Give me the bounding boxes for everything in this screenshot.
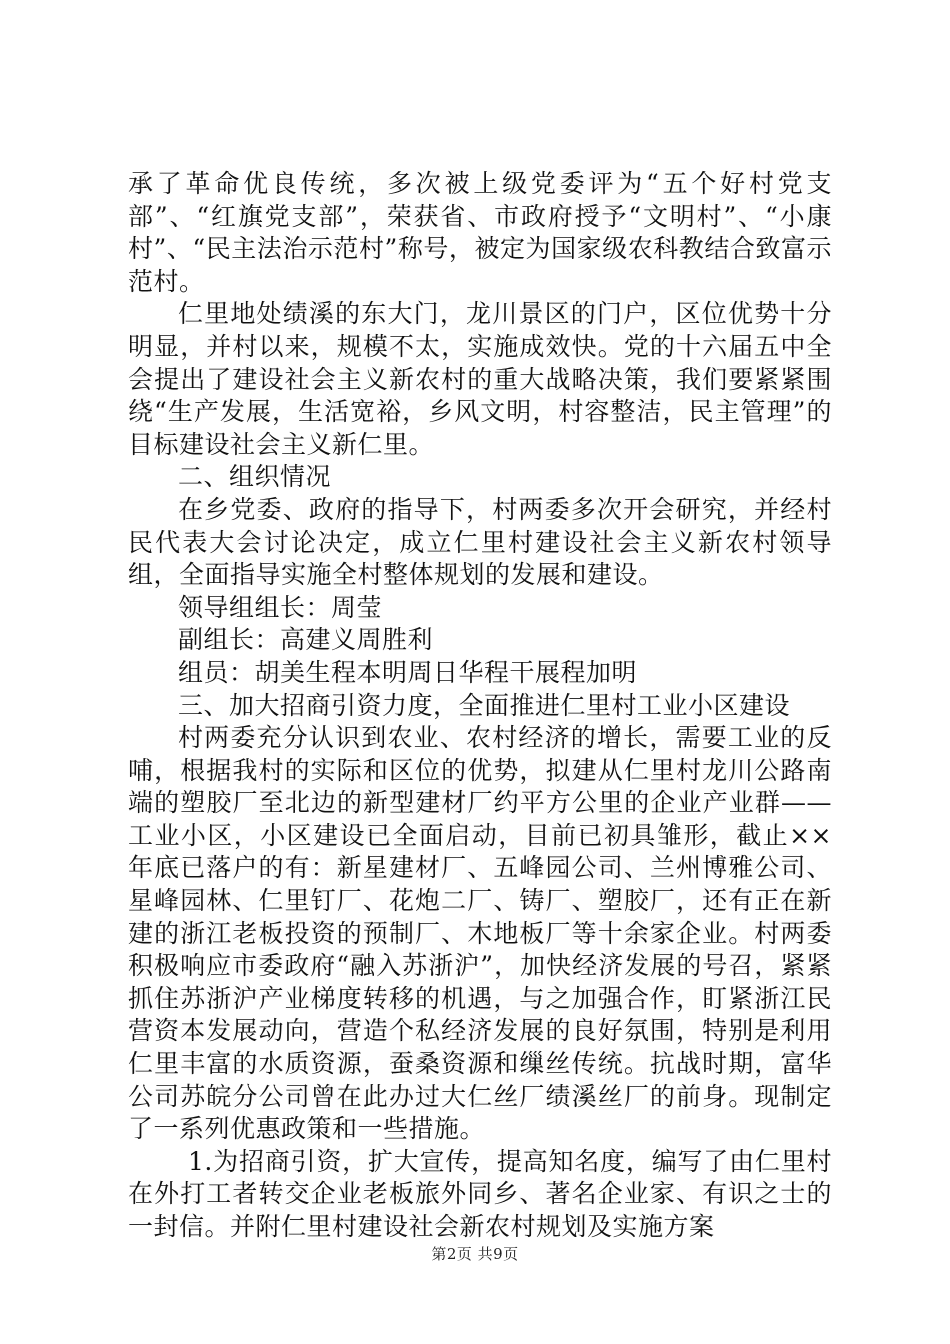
paragraph-organization: 在乡党委、政府的指导下，村两委多次开会研究，并经村民代表大会讨论决定，成立仁里村建设社会主义新农村领导组，全面指导实施全村整体规划的发展和建设。 <box>128 494 832 590</box>
section-heading-investment: 三、加大招商引资力度，全面推进仁里村工业小区建设 <box>178 690 791 720</box>
body-text <box>128 168 832 1244</box>
paragraph-industrial-zone: 村两委充分认识到农业、农村经济的增长，需要工业的反哺，根据我村的实际和区位的优势，拟建从仁里村龙川公路南端的塑胶厂至北边的新型建材厂约平方公里的企业产业群——工业小区，小区建设已全面启动，目前已初具雏形，截止××年底已落户的有：新星建材厂、五峰园公司、兰州博雅公司、星峰园林、仁里钉厂、花炮二厂、铸厂、塑胶厂，还有正在新建的浙江老板投资的预制厂、木地板厂等十余家企业。村两委积极响应市委政府“融入苏浙沪”，加快经济发展的号召，紧紧抓住苏浙沪产业梯度转移的机遇，与之加强合作，盯紧浙江民营资本发展动向，营造个私经济发展的良好氛围，特别是利用仁里丰富的水质资源，蚕桑资源和缫丝传统。抗战时期，富华公司苏皖分公司曾在此办过大仁丝厂绩溪丝厂的前身。现制定了一系列优惠政策和一些措施。 <box>128 723 832 1144</box>
deputy-leader-line: 副组长：高建义周胜利 <box>178 625 434 655</box>
page-footer: 第2页 共9页 <box>431 1245 519 1263</box>
paragraph-location: 仁里地处绩溪的东大门，龙川景区的门户，区位优势十分明显，并村以来，规模不太，实施成效快。党的十六届五中全会提出了建设社会主义新农村的重大战略决策，我们要紧紧围绕“生产发展，生活宽裕，乡风文明，村容整洁，民主管理”的目标建设社会主义新仁里。 <box>128 299 832 459</box>
paragraph-item-1: 1.为招商引资，扩大宣传，提高知名度，编写了由仁里村在外打工者转交企业老板旅外同乡、著名企业家、有识之士的一封信。并附仁里村建设社会新农村规划及实施方案 <box>128 1146 832 1241</box>
paragraph-continuation: 承了革命优良传统，多次被上级党委评为“五个好村党支部”、“红旗党支部”，荣获省、市政府授予“文明村”、“小康村”、“民主法治示范村”称号，被定为国家级农科教结合致富示范村。 <box>128 169 832 296</box>
leader-line: 领导组组长：周莹 <box>178 592 383 622</box>
members-line: 组员：胡美生程本明周日华程干展程加明 <box>178 657 638 687</box>
section-heading-organization: 二、组织情况 <box>178 462 332 492</box>
